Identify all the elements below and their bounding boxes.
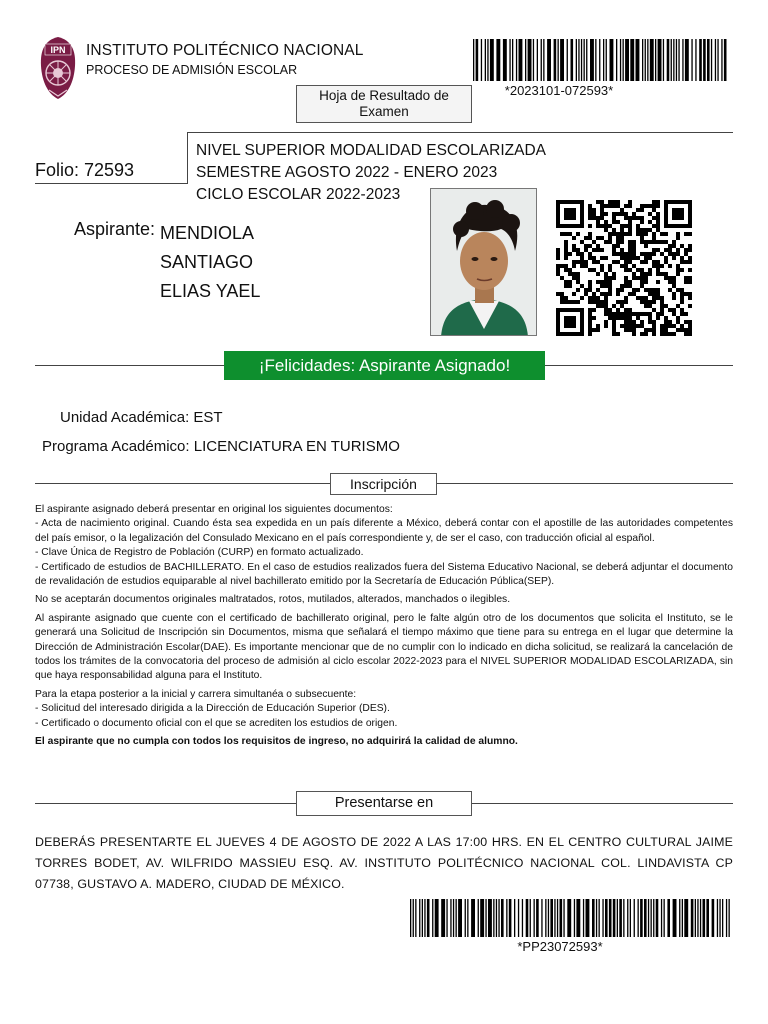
subsequent-intro: Para la etapa posterior a la inicial y carrera simultanéa o subsecuente: xyxy=(35,688,357,700)
documents-notice: No se aceptarán documentos originales maltratados, rotos, mutilados, alterados, manchados o ilegibles. xyxy=(35,594,511,606)
barcode-top-text: *2023101-072593* xyxy=(504,83,614,98)
inscripcion-body xyxy=(35,503,733,754)
requirement-item: - Certificado o documento oficial con el que se acrediten los estudios de origen. xyxy=(35,717,398,729)
institution-name: INSTITUTO POLITÉCNICO NACIONAL xyxy=(86,42,364,59)
requirements-intro: El aspirante asignado deberá presentar en original los siguientes documentos: xyxy=(35,504,393,515)
folio: Folio: 72593 xyxy=(35,160,135,180)
qr-code-icon xyxy=(556,200,692,336)
barcode-top-icon xyxy=(473,39,729,81)
programa-academico: Programa Académico: LICENCIATURA EN TURISMO xyxy=(42,438,400,455)
presentarse-text: DEBERÁS PRESENTARTE EL JUEVES 4 DE AGOSTO DE 2022 A LAS 17:00 HRS. EN EL CENTRO CULTURAL JAIME TORRES BODET, AV. WILFRIDO MASSIEU ESQ. AV. INSTITUTO POLITÉCNICO NACIONAL COL. LINDAVISTA CP 07738, GUSTAVO A. MADERO, CIUDAD DE MÉXICO. xyxy=(35,835,733,891)
subsequent-paragraph xyxy=(35,688,733,731)
document-type-box: Hoja de Resultado de Examen xyxy=(296,85,472,123)
divider xyxy=(187,132,733,133)
nivel-line-1: NIVEL SUPERIOR MODALIDAD ESCOLARIZADA xyxy=(196,142,546,159)
result-banner: ¡Felicidades: Aspirante Asignado! xyxy=(224,351,545,380)
requirements-paragraph xyxy=(35,503,733,589)
aspirante-label: Aspirante: xyxy=(74,219,156,239)
barcode-bottom-text: *PP23072593* xyxy=(517,939,603,954)
divider xyxy=(35,183,188,184)
aspirante-apellido-materno: SANTIAGO xyxy=(160,252,254,272)
requirement-item: - Certificado de estudios de BACHILLERATO. En el caso de estudios realizados fuera del Sistema Educativo Nacional, se deberá adjuntar el documento de revalidación de estudios equiparable al nivel bachillerato emitido por la Secretaría de Educación Pública(SEP). xyxy=(35,561,733,588)
nivel-line-3: CICLO ESCOLAR 2022-2023 xyxy=(196,186,401,203)
unidad-academica: Unidad Académica: EST xyxy=(60,409,223,426)
section-title-presentarse: Presentarse en xyxy=(296,791,472,816)
requirement-item: - Acta de nacimiento original. Cuando ésta sea expedida en un país diferente a México, deberá contar con el apostille de las autoridades competentes del país emisor, o la legalización del Consulado Mexicano en el país correspondiente y, de ser el caso, con traducción oficial al español. xyxy=(35,518,733,544)
logo-lettering: IPN xyxy=(50,45,66,55)
nivel-line-2: SEMESTRE AGOSTO 2022 - ENERO 2023 xyxy=(196,164,498,181)
solicitud-paragraph: Al aspirante asignado que cuente con el certificado de bachillerato original, pero le falte algún otro de los documentos que solicita el Instituto, se le generará una Solicitud de Inscripción sin Documentos, misma que señalará el tiempo máximo que tiene para su entrega en el lugar que determine la Dirección de Administración Escolar(DAE). Es importante mencionar que de no cumplir con lo indicado en dicha solicitud, se realizará la cancelación de todos los trámites de la convocatoria del proceso de admisión al ciclo escolar 2022-2023 para el NIVEL SUPERIOR MODALIDAD ESCOLARIZADA, sin que haya responsabilidad alguna para el Instituto. xyxy=(35,612,733,682)
divider xyxy=(187,132,188,184)
applicant-photo-icon xyxy=(431,189,537,336)
requirement-item: - Solicitud del interesado dirigida a la Dirección de Educación Superior (DES). xyxy=(35,703,390,715)
aspirante-name xyxy=(160,219,260,306)
warning-paragraph: El aspirante que no cumpla con todos los requisitos de ingreso, no adquirirá la calidad de alumno. xyxy=(35,736,518,748)
barcode-bottom-icon xyxy=(410,899,733,937)
aspirante-apellido-paterno: MENDIOLA xyxy=(160,223,255,243)
ipn-logo-icon xyxy=(37,36,79,100)
institution-subtitle: PROCESO DE ADMISIÓN ESCOLAR xyxy=(86,63,298,77)
aspirante-nombre: ELIAS YAEL xyxy=(160,281,261,301)
requirement-item: - Clave Única de Registro de Población (CURP) en formato actualizado. xyxy=(35,547,364,559)
section-title-inscripcion: Inscripción xyxy=(330,473,437,495)
applicant-photo xyxy=(430,188,537,336)
